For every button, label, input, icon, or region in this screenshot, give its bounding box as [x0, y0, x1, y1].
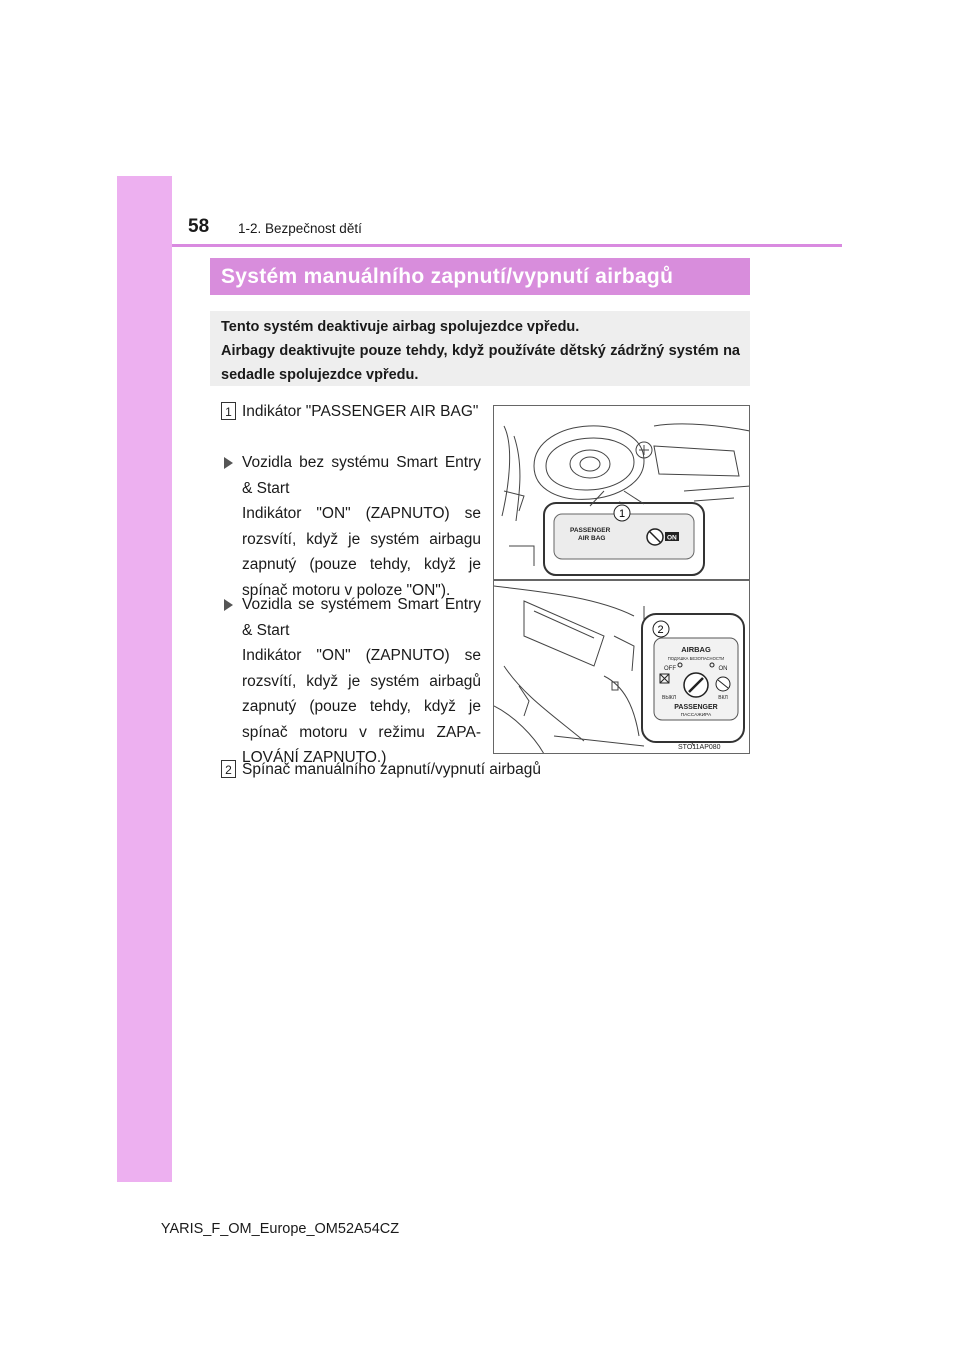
switch-label-on-ru: ВКЛ	[718, 695, 728, 701]
item-label-1	[242, 399, 481, 425]
bullet-title-2: Vozidla se systémem Smart Entry & Start	[242, 596, 481, 639]
illustration-drawing	[494, 406, 750, 754]
footer	[0, 1221, 960, 1237]
item-number-2: 2	[221, 760, 236, 778]
chapter-sidebar-tab	[117, 176, 172, 1182]
switch-label-on: ON	[718, 666, 728, 672]
callout-1-number: 1	[619, 508, 626, 520]
triangle-bullet-icon	[224, 599, 233, 611]
bullet-text-2	[242, 643, 481, 771]
figure-code: STO11AP080	[678, 744, 721, 751]
item-label-1-text: Indikátor "PASSENGER AIR BAG"	[242, 403, 479, 420]
intro-box	[210, 311, 750, 386]
switch-label-passenger: PASSENGER	[674, 704, 718, 711]
switch-label-airbag-ru: ПОДУШКА БЕЗОПАСНОСТИ	[667, 656, 725, 661]
switch-label-off-ru: ВЫКЛ	[662, 695, 676, 701]
item-label-2: Spínač manuálního zapnutí/vypnutí airbagů	[242, 761, 542, 778]
bullet-text-1	[242, 501, 481, 603]
panel-on-text: ON	[667, 534, 677, 542]
switch-label-off: OFF	[664, 666, 676, 672]
intro-line-2: Airbagy deaktivujte pouze tehdy, když používáte dětský zádržný systém na sedadle spolujezdce vpředu.	[221, 343, 740, 383]
switch-label-airbag: AIRBAG	[681, 645, 711, 654]
bullet-with-smart-entry	[224, 592, 481, 643]
callout-2-number: 2	[657, 624, 664, 636]
intro-line-1: Tento systém deaktivuje airbag spolujezdce vpředu.	[221, 319, 580, 335]
item-number-1: 1	[221, 402, 236, 420]
header-divider	[172, 244, 842, 247]
panel-label-airbag: AIR BAG	[578, 535, 606, 542]
page-number: 58	[188, 216, 210, 237]
triangle-bullet-icon	[224, 457, 233, 469]
bullet-text-1-body: Indikátor "ON" (ZAPNUTO) se rozsvítí, když je systém airbagu zapnutý (pouze tehdy, když je spínač motoru v poloze "ON").	[242, 505, 481, 599]
chapter-header: 1-2. Bezpečnost dětí	[238, 221, 362, 236]
bullet-title-1: Vozidla bez systému Smart Entry & Start	[242, 454, 481, 497]
bullet-without-smart-entry	[224, 450, 481, 501]
panel-label-passenger: PASSENGER	[570, 527, 611, 534]
dashboard-illustration	[493, 405, 750, 754]
footer-document-code: YARIS_F_OM_Europe_OM52A54CZ	[160, 1221, 400, 1237]
section-title: Systém manuálního zapnutí/vypnutí airbagů	[210, 258, 750, 295]
bullet-text-2-body: Indikátor "ON" (ZAPNUTO) se rozsvítí, když je systém airbagů zapnutý (pouze tehdy, když je spínač motoru v režimu ZAPA-LOVÁNÍ ZAPNUTO.)	[242, 647, 481, 766]
switch-label-passenger-ru: ПАССАЖИРА	[680, 713, 712, 718]
